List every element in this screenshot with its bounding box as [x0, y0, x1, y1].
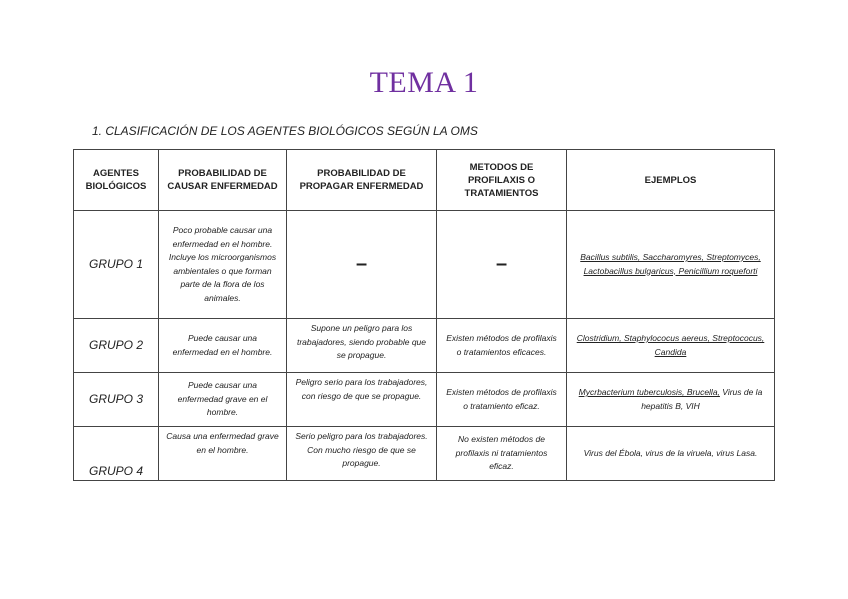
table-row: [74, 373, 775, 427]
propagar-cell: –: [287, 211, 437, 319]
table-row: [74, 211, 775, 319]
section-heading: 1. CLASIFICACIÓN DE LOS AGENTES BIOLÓGICOS SEGÚN LA OMS: [92, 124, 478, 138]
table-row: [74, 427, 775, 481]
header-agentes: AGENTES BIOLÓGICOS: [74, 150, 159, 211]
causar-cell: Poco probable causar una enfermedad en el hombre. Incluye los microorganismos ambientales o que forman parte de la flora de los animales.: [159, 211, 287, 319]
header-propagar: PROBABILIDAD DE PROPAGAR ENFERMEDAD: [287, 150, 437, 211]
causar-cell: Puede causar una enfermedad grave en el hombre.: [159, 373, 287, 427]
header-causar: PROBABILIDAD DE CAUSAR ENFERMEDAD: [159, 150, 287, 211]
propagar-cell: Peligro serio para los trabajadores, con riesgo de que se propague.: [287, 373, 437, 427]
causar-cell: Puede causar una enfermedad en el hombre.: [159, 319, 287, 373]
propagar-cell: Serio peligro para los trabajadores. Con mucho riesgo de que se propague.: [287, 427, 437, 481]
table-row: [74, 319, 775, 373]
ejemplos-rest: Virus de la hepatitis B, VIH: [641, 387, 763, 411]
header-metodos: METODOS DE PROFILAXIS O TRATAMIENTOS: [437, 150, 567, 211]
table-header-row: [74, 150, 775, 211]
classification-table: [73, 149, 775, 481]
ejemplos-cell: Clostridium, Staphylococus aereus, Streptococus, Candida: [567, 319, 775, 373]
propagar-cell: Supone un peligro para los trabajadores, siendo probable que se propague.: [287, 319, 437, 373]
group-cell: GRUPO 1: [74, 211, 159, 319]
page-title: TEMA 1: [369, 66, 479, 99]
causar-cell: Causa una enfermedad grave en el hombre.: [159, 427, 287, 481]
metodos-cell: Existen métodos de profilaxis o tratamientos eficaces.: [437, 319, 567, 373]
group-cell: GRUPO 3: [74, 373, 159, 427]
ejemplos-cell: Virus del Ébola, virus de la viruela, virus Lasa.: [567, 427, 775, 481]
metodos-cell: Existen métodos de profilaxis o tratamiento eficaz.: [437, 373, 567, 427]
header-ejemplos: EJEMPLOS: [567, 150, 775, 211]
ejemplos-underlined: Mycrbacterium tuberculosis, Brucella,: [578, 387, 720, 397]
group-cell: GRUPO 2: [74, 319, 159, 373]
metodos-cell: –: [437, 211, 567, 319]
group-cell: GRUPO 4: [74, 427, 159, 481]
ejemplos-cell: [567, 373, 775, 427]
metodos-cell: No existen métodos de profilaxis ni tratamientos eficaz.: [437, 427, 567, 481]
ejemplos-cell: Bacillus subtilis, Saccharomyres, Streptomyces, Lactobacillus bulgaricus, Penicillium roqueforti: [567, 211, 775, 319]
